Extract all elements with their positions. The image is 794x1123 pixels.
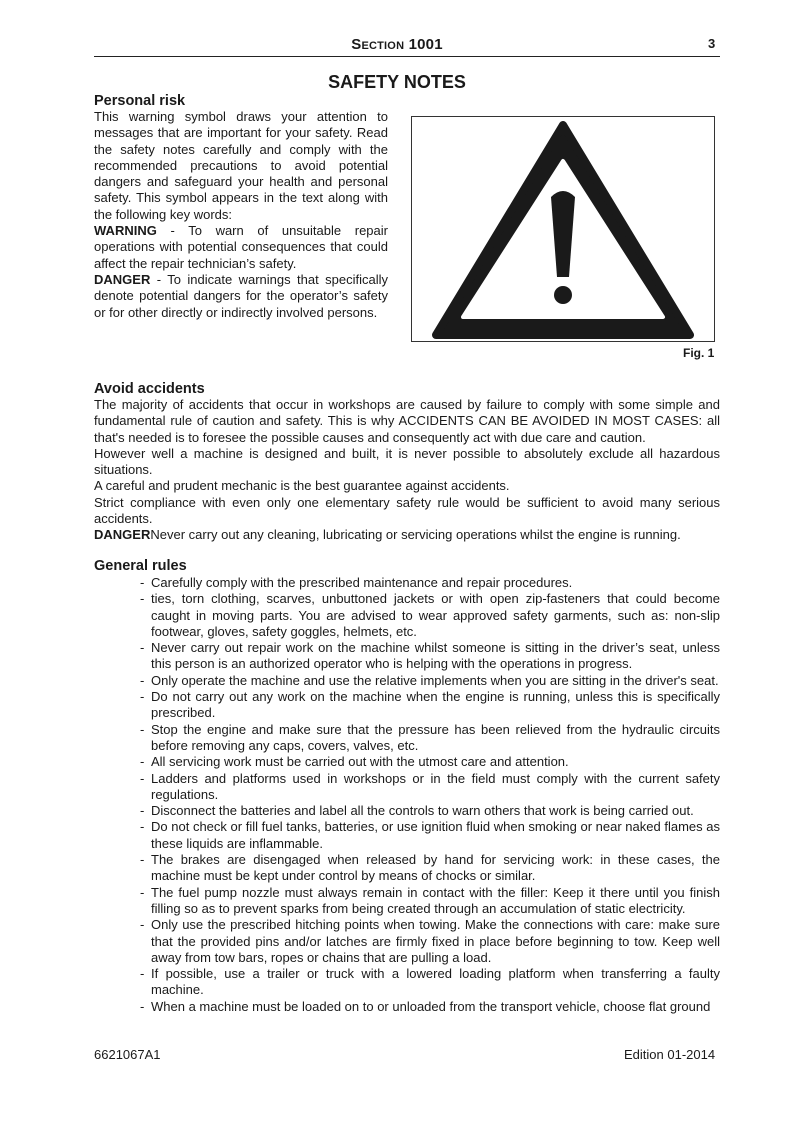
general-rules-text: [140, 575, 720, 1015]
warning-description: - To warn of unsuitable repair operations with potential consequences that could affect the repair technician’s safety.: [94, 223, 388, 271]
header-divider: [94, 56, 720, 57]
list-item: - Stop the engine and make sure that the pressure has been relieved from the hydraulic circuits before removing any caps, covers, valves, etc.: [140, 721, 720, 753]
avoid-accidents-paragraph-1: The majority of accidents that occur in workshops are caused by failure to comply with some simple and fundamental rule of caution and safety. This is why ACCIDENTS CAN BE AVOIDED IN MOST CASES: all that's needed is to foresee the possible causes and consequently act with due care and caution.: [94, 397, 720, 445]
personal-risk-text: [94, 109, 388, 321]
list-item: - Do not check or fill fuel tanks, batteries, or use ignition fluid when smoking or near naked flames as these liquids are inflammable.: [140, 819, 720, 851]
list-item: - ties, torn clothing, scarves, unbuttoned jackets or with open zip-fasteners that could become caught in moving parts. You are advised to wear approved safety garments, such as: non-slip footwear, gloves, safety goggles, helmets, etc.: [140, 591, 720, 639]
personal-risk-intro: This warning symbol draws your attention to messages that are important for your safety. Read the safety notes carefully and comply with the recommended precautions to avoid potential dangers and safeguard your health and personal safety. This symbol appears in the text along with the following key words:: [94, 109, 388, 222]
danger-description: Never carry out any cleaning, lubricating or servicing operations whilst the engine is running.: [150, 527, 681, 543]
list-item: - Only use the prescribed hitching points when towing. Make the connections with care: make sure that the provided pins and/or latches are firmly fixed in place before beginning to tow. Keep well away from tow bars, ropes or chains that are pulling a load.: [140, 917, 720, 965]
list-item: - Never carry out repair work on the machine whilst someone is sitting in the driver’s seat, unless this person is an authorized operator who is helping with the operations in progress.: [140, 640, 720, 672]
danger-keyword: DANGER: [94, 527, 151, 543]
general-rules-heading: General rules: [94, 558, 187, 574]
list-item: - Carefully comply with the prescribed maintenance and repair procedures.: [140, 575, 573, 590]
avoid-accidents-paragraph-4: Strict compliance with even only one elementary safety rule would be sufficient to avoid many serious accidents.: [94, 494, 720, 527]
list-item: - The brakes are disengaged when released by hand for servicing work: in these cases, the machine must be kept under control by means of chocks or similar.: [140, 852, 720, 884]
danger-definition: [94, 272, 388, 321]
list-item: - Only operate the machine and use the relative implements when you are sitting in the driver's seat.: [140, 672, 719, 688]
list-item: - Disconnect the batteries and label all the controls to warn others that work is being carried out.: [140, 803, 694, 819]
page-title: SAFETY NOTES: [328, 72, 466, 92]
list-item: - Do not carry out any work on the machine when the engine is running, unless this is specifically prescribed.: [140, 689, 720, 721]
danger-description: - To indicate warnings that specifically denote potential dangers for the operator’s safety or for other directly or indirectly involved persons.: [94, 271, 388, 320]
figure-caption: Fig. 1: [683, 346, 715, 360]
exclamation-dot: [554, 286, 572, 304]
page-number: 3: [708, 36, 716, 51]
list-item: - If possible, use a trailer or truck with a lowered loading platform when transferring a faulty machine.: [140, 966, 720, 998]
avoid-accidents-heading: Avoid accidents: [94, 381, 205, 397]
list-item: - The fuel pump nozzle must always remain in contact with the filler: Keep it there until you finish filling so as to prevent sparks from being created through an accumulation of static electricity.: [140, 884, 720, 916]
general-rules-list: [140, 575, 720, 1015]
danger-keyword: DANGER: [94, 271, 151, 287]
avoid-accidents-danger: [94, 527, 720, 543]
list-item: - All servicing work must be carried out with the utmost care and attention.: [140, 754, 569, 770]
list-item: - Ladders and platforms used in workshops or in the field must comply with the current safety regulations.: [140, 770, 720, 802]
list-item: - When a machine must be loaded on to or unloaded from the transport vehicle, choose flat ground: [140, 998, 711, 1014]
section-title: Section 1001: [351, 36, 443, 53]
document-number: 6621067A1: [94, 1047, 161, 1062]
edition-label: Edition 01-2014: [624, 1047, 716, 1062]
personal-risk-heading: Personal risk: [94, 93, 186, 109]
warning-triangle-icon: [412, 117, 714, 341]
warning-keyword: WARNING: [94, 223, 157, 239]
avoid-accidents-text: [94, 397, 720, 544]
avoid-accidents-paragraph-2: However well a machine is designed and built, it is never possible to absolutely exclude all hazardous situations.: [94, 445, 720, 478]
warning-definition: [94, 223, 388, 272]
figure-frame: [411, 116, 715, 342]
avoid-accidents-paragraph-3: A careful and prudent mechanic is the best guarantee against accidents.: [94, 478, 510, 494]
